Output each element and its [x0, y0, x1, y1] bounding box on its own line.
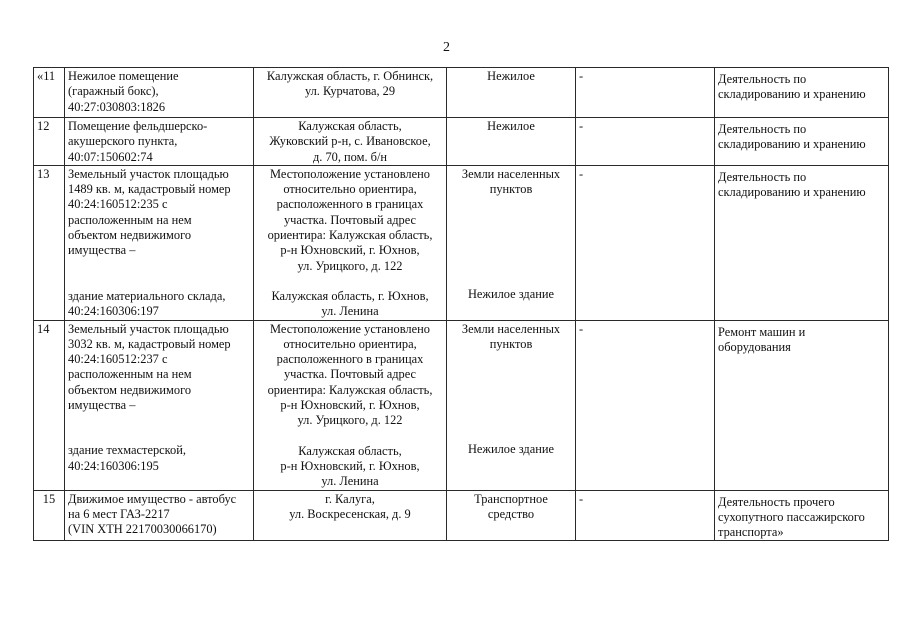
text-line: Деятельность по	[718, 169, 807, 184]
spacer	[450, 412, 572, 427]
property-table	[33, 67, 889, 541]
text-line: относительно ориентира,	[283, 336, 417, 351]
table-row	[34, 490, 889, 541]
text-line: ориентира: Калужская область,	[267, 228, 433, 243]
text-line: Деятельность прочего	[718, 494, 835, 509]
permitted-use	[715, 490, 889, 541]
table-row	[34, 68, 889, 118]
property-type	[447, 68, 576, 118]
text-line: р-н Юхновский, г. Юхнов,	[280, 243, 420, 258]
text-line: Деятельность по	[718, 72, 807, 86]
text-line: складированию и хранению	[718, 87, 866, 102]
spacer	[450, 227, 572, 242]
text-line: Местоположение установлено	[270, 166, 430, 181]
row-number: «11	[34, 68, 65, 118]
text-line: р-н Юхновский, г. Юхнов,	[280, 398, 420, 413]
text-line: акушерского пункта,	[68, 134, 178, 149]
property-address	[254, 490, 447, 541]
text-line: имущества –	[68, 398, 136, 413]
text-line: расположенного в границах	[276, 352, 424, 367]
spacer	[450, 257, 572, 272]
property-type	[447, 320, 576, 490]
text-line: на 6 мест ГАЗ-2217	[68, 506, 170, 521]
text-line: Калужская область,	[298, 119, 402, 133]
text-line: пунктов	[489, 182, 533, 197]
text-line: Транспортное	[474, 491, 548, 506]
text-line: ориентира: Калужская область,	[267, 382, 433, 397]
spacer	[450, 397, 572, 412]
property-name	[65, 165, 254, 320]
permitted-use	[715, 165, 889, 320]
text-line: 40:24:160512:235 с	[68, 197, 168, 212]
text-line: расположенным на нем	[68, 212, 192, 227]
property-name	[65, 320, 254, 490]
text-line: Нежилое здание	[467, 442, 554, 457]
text-line: относительно ориентира,	[283, 182, 417, 197]
permitted-use	[715, 320, 889, 490]
text-line: Нежилое здание	[467, 287, 554, 302]
property-type	[447, 118, 576, 166]
permitted-use	[715, 118, 889, 166]
text-line: Калужская область, г. Обнинск,	[266, 69, 434, 83]
text-line: Нежилое помещение	[68, 69, 179, 83]
property-type	[447, 490, 576, 541]
text-line: Земли населенных	[461, 321, 561, 336]
text-line: 1489 кв. м, кадастровый номер	[68, 182, 231, 197]
text-line: ул. Урицкого, д. 122	[297, 413, 403, 428]
text-line: ул. Ленина	[321, 474, 379, 489]
encumbrance: -	[576, 68, 715, 118]
row-number: 14	[34, 320, 65, 490]
text-line: Земли населенных	[461, 166, 561, 181]
text-line: средство	[487, 506, 535, 521]
text-line: 3032 кв. м, кадастровый номер	[68, 336, 231, 351]
text-line: 40:27:030803:1826	[68, 99, 166, 114]
property-address	[254, 165, 447, 320]
text-line: ул. Урицкого, д. 122	[297, 258, 403, 273]
table-row	[34, 320, 889, 490]
text-line: объектом недвижимого	[68, 382, 192, 397]
page-number: 2	[443, 40, 450, 55]
row-number: 15	[34, 490, 65, 541]
text-line: р-н Юхновский, г. Юхнов,	[280, 458, 420, 473]
text-line: участка. Почтовый адрес	[283, 367, 417, 382]
text-line: Земельный участок площадью	[68, 321, 229, 336]
property-name	[65, 490, 254, 541]
text-line: Помещение фельдшерско-	[68, 119, 208, 133]
text-line: 40:24:160306:197	[68, 303, 159, 318]
spacer	[68, 428, 250, 443]
encumbrance: -	[576, 320, 715, 490]
encumbrance: -	[576, 490, 715, 541]
property-address	[254, 68, 447, 118]
text-line: Жуковский р-н, с. Ивановское,	[269, 134, 431, 149]
table-row	[34, 118, 889, 166]
text-line: участка. Почтовый адрес	[283, 212, 417, 227]
spacer	[450, 382, 572, 397]
text-line: д. 70, пом. б/н	[312, 149, 388, 164]
spacer	[450, 272, 572, 287]
spacer	[450, 352, 572, 367]
text-line: ул. Курчатова, 29	[304, 84, 396, 99]
row-number: 12	[34, 118, 65, 166]
text-line: Земельный участок площадью	[68, 166, 229, 181]
text-line: складированию и хранению	[718, 137, 866, 152]
property-name	[65, 118, 254, 166]
text-line: Нежилое	[487, 69, 535, 83]
text-line: Движимое имущество - автобус	[68, 491, 237, 506]
spacer	[68, 413, 250, 428]
property-name	[65, 68, 254, 118]
text-line: пунктов	[489, 336, 533, 351]
text-line: г. Калуга,	[325, 491, 375, 506]
text-line: Нежилое	[487, 119, 535, 133]
text-line: оборудования	[718, 339, 791, 354]
encumbrance: -	[576, 118, 715, 166]
spacer	[257, 274, 443, 289]
spacer	[450, 242, 572, 257]
encumbrance: -	[576, 165, 715, 320]
permitted-use	[715, 68, 889, 118]
text-line: здание материального склада,	[68, 288, 226, 303]
spacer	[68, 274, 250, 289]
text-line: складированию и хранению	[718, 185, 866, 200]
text-line: здание техмастерской,	[68, 443, 186, 458]
text-line: 40:24:160512:237 с	[68, 352, 168, 367]
text-line: ул. Воскресенская, д. 9	[289, 506, 411, 521]
spacer	[257, 429, 443, 444]
text-line: (гаражный бокс),	[68, 84, 159, 99]
spacer	[450, 427, 572, 442]
text-line: ул. Ленина	[321, 304, 379, 319]
spacer	[450, 367, 572, 382]
text-line: имущества –	[68, 243, 136, 258]
text-line: Местоположение установлено	[270, 321, 430, 336]
text-line: (VIN XTH 22170030066170)	[68, 522, 217, 537]
text-line: расположенным на нем	[68, 367, 192, 382]
text-line: Калужская область, г. Юхнов,	[271, 288, 429, 303]
spacer	[450, 212, 572, 227]
spacer	[68, 259, 250, 274]
text-line: 40:24:160306:195	[68, 458, 159, 473]
text-line: Деятельность по	[718, 122, 807, 136]
property-type	[447, 165, 576, 320]
property-address	[254, 320, 447, 490]
row-number: 13	[34, 165, 65, 320]
text-line: Ремонт машин и	[718, 324, 806, 339]
text-line: Калужская область,	[298, 443, 402, 458]
text-line: объектом недвижимого	[68, 228, 192, 243]
text-line: расположенного в границах	[276, 197, 424, 212]
property-address	[254, 118, 447, 166]
spacer	[450, 197, 572, 212]
text-line: сухопутного пассажирского	[718, 509, 865, 524]
text-line: транспорта»	[718, 525, 784, 540]
table-row	[34, 165, 889, 320]
text-line: 40:07:150602:74	[68, 149, 153, 164]
